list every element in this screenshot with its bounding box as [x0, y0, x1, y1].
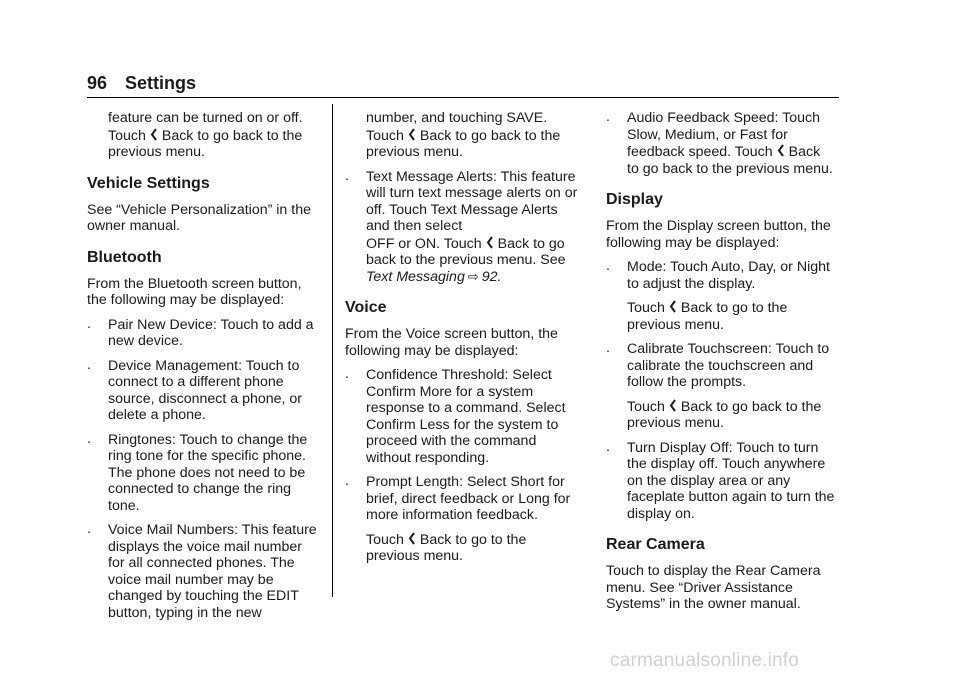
bullet-item-text-message-alerts [345, 169, 581, 286]
rear-camera-text: Touch to display the Rear Camera menu. See “Driver Assistance Systems” in the owner manual. [606, 563, 821, 612]
audio-line-3: to go back to the previous menu. [627, 160, 833, 177]
bullet-icon: . [345, 473, 349, 489]
section-title-voice: Voice [345, 299, 387, 316]
touch-back-line-2: previous menu. [108, 144, 205, 160]
touch-back-line [345, 128, 581, 145]
touch-go-text-c: previous menu. [366, 548, 463, 564]
alerts-reference [366, 269, 581, 286]
bullet-item [87, 317, 320, 350]
audio-text-b: Back [788, 144, 821, 160]
section-title-display: Display [606, 191, 663, 208]
back-chevron-icon [776, 144, 785, 157]
bullet-icon: . [345, 366, 349, 382]
section-title-vehicle-settings: Vehicle Settings [87, 174, 210, 192]
alerts-line-3: back to the previous menu. See [366, 252, 566, 268]
bullet-icon: . [606, 109, 610, 125]
bullet-text: Text Message Alerts: This feature will turn text message alerts on or off. Touch Text Message Alerts and then select [366, 168, 578, 234]
bullet-icon: . [345, 167, 349, 184]
back-chevron-icon [485, 236, 494, 249]
mode-touch-text-c: previous menu. [627, 316, 724, 333]
column-divider [332, 104, 333, 597]
touch-back-text-b: Back to go back to the [161, 127, 303, 144]
page-title: Settings [125, 73, 197, 93]
back-chevron-icon [149, 128, 158, 141]
bullet-icon: . [87, 430, 91, 447]
section-title-rear-camera: Rear Camera [606, 536, 705, 553]
mode-touch-text-a: Touch [627, 300, 665, 316]
bullet-item [606, 259, 841, 333]
section-title-bluetooth: Bluetooth [87, 248, 162, 266]
reference-period: . [497, 268, 502, 285]
audio-text-a: feedback speed. Touch [627, 144, 773, 160]
column-1 [87, 110, 320, 629]
bullet-text: Device Management: Touch to connect to a different phone source, disconnect a phone, or delete a phone. [108, 357, 303, 423]
audio-touch-line [627, 144, 841, 161]
bullet-item [606, 341, 841, 432]
touch-go-text-a: Touch [366, 531, 404, 548]
bullet-text: Calibrate Touchscreen: Touch to calibrate the touchscreen and follow the prompts. [627, 341, 830, 390]
bullet-item [87, 432, 320, 515]
touch-back-line-2: previous menu. [366, 144, 463, 160]
back-chevron-icon [407, 128, 416, 141]
bullet-text: Mode: Touch Auto, Day, or Night to adjust the display. [627, 259, 830, 292]
bullet-icon: . [87, 315, 91, 332]
cal-touch-text-c: previous menu. [627, 415, 724, 431]
bullet-icon: . [87, 356, 91, 373]
alerts-text-b: Back to go [497, 235, 565, 252]
bullet-item [345, 474, 581, 565]
continued-text: feature can be turned on or off. [108, 110, 303, 126]
bullet-icon: . [606, 340, 610, 356]
vehicle-settings-text: See “Vehicle Personalization” in the owner manual. [87, 201, 311, 234]
cal-touch-text-a: Touch [627, 398, 665, 415]
continued-text: number, and touching SAVE. [366, 110, 548, 126]
page-number: 96 [87, 73, 108, 93]
back-chevron-icon [668, 399, 677, 412]
bluetooth-intro: From the Bluetooth screen button, the following may be displayed: [87, 275, 302, 308]
back-chevron-icon [668, 300, 677, 313]
bullet-text: Voice Mail Numbers: This feature displays the voice mail number for all connected phones. The voice mail number may be changed by touching the EDIT button, typing in the new [108, 522, 317, 621]
display-intro: From the Display screen button, the following may be displayed: [606, 218, 831, 251]
bullet-icon: . [87, 521, 91, 537]
voice-intro: From the Voice screen button, the following may be displayed: [345, 326, 558, 359]
column-3 [606, 110, 841, 621]
touch-back-text-a: Touch [366, 127, 404, 144]
alerts-touch-line [366, 236, 581, 253]
touch-back-line [87, 128, 320, 145]
bullet-text: Turn Display Off: Touch to turn the display off. Touch anywhere on the display area or any faceplate button again to turn the display on. [627, 439, 835, 522]
calibrate-touch-line [627, 399, 841, 416]
bullet-text: Ringtones: Touch to change the ring tone for the specific phone. The phone does not need to be connected to change the ring tone. [108, 431, 308, 514]
reference-link-text-messaging[interactable]: Text Messaging [366, 268, 465, 285]
reference-page-number[interactable]: 92 [481, 268, 498, 285]
mode-touch-line [627, 300, 841, 317]
bullet-text: Audio Feedback Speed: Touch Slow, Medium, or Fast for [627, 110, 820, 143]
footer-watermark: carmanualsonline.info [610, 650, 800, 671]
bullet-item [87, 358, 320, 424]
bullet-text: Confidence Threshold: Select Confirm More for a system response to a command. Select Confirm Less for the system to proceed with the command without responding. [366, 367, 566, 466]
bullet-item [87, 522, 320, 621]
bullet-item-audio-feedback [606, 110, 841, 177]
bullet-item [606, 440, 841, 523]
column-2 [345, 110, 581, 573]
prompt-touch-line [366, 532, 581, 549]
bullet-text: Prompt Length: Select Short for brief, direct feedback or Long for more information feedback. [366, 474, 571, 523]
touch-go-text-b: Back to go to the [419, 531, 527, 548]
back-chevron-icon [407, 532, 416, 545]
mode-touch-text-b: Back to go to the [680, 300, 788, 316]
page-header [87, 70, 839, 96]
touch-back-text-a: Touch [108, 127, 146, 144]
bullet-icon: . [606, 258, 610, 274]
cal-touch-text-b: Back to go back to the [680, 398, 822, 415]
bullet-item [345, 367, 581, 466]
header-rule [87, 97, 839, 98]
touch-back-text-b: Back to go back to the [419, 127, 561, 144]
bullet-icon: . [606, 438, 610, 455]
alerts-text-a: OFF or ON. Touch [366, 235, 482, 252]
bullet-text: Pair New Device: Touch to add a new device. [108, 316, 314, 349]
page-reference-icon: ⇨ [467, 268, 479, 284]
